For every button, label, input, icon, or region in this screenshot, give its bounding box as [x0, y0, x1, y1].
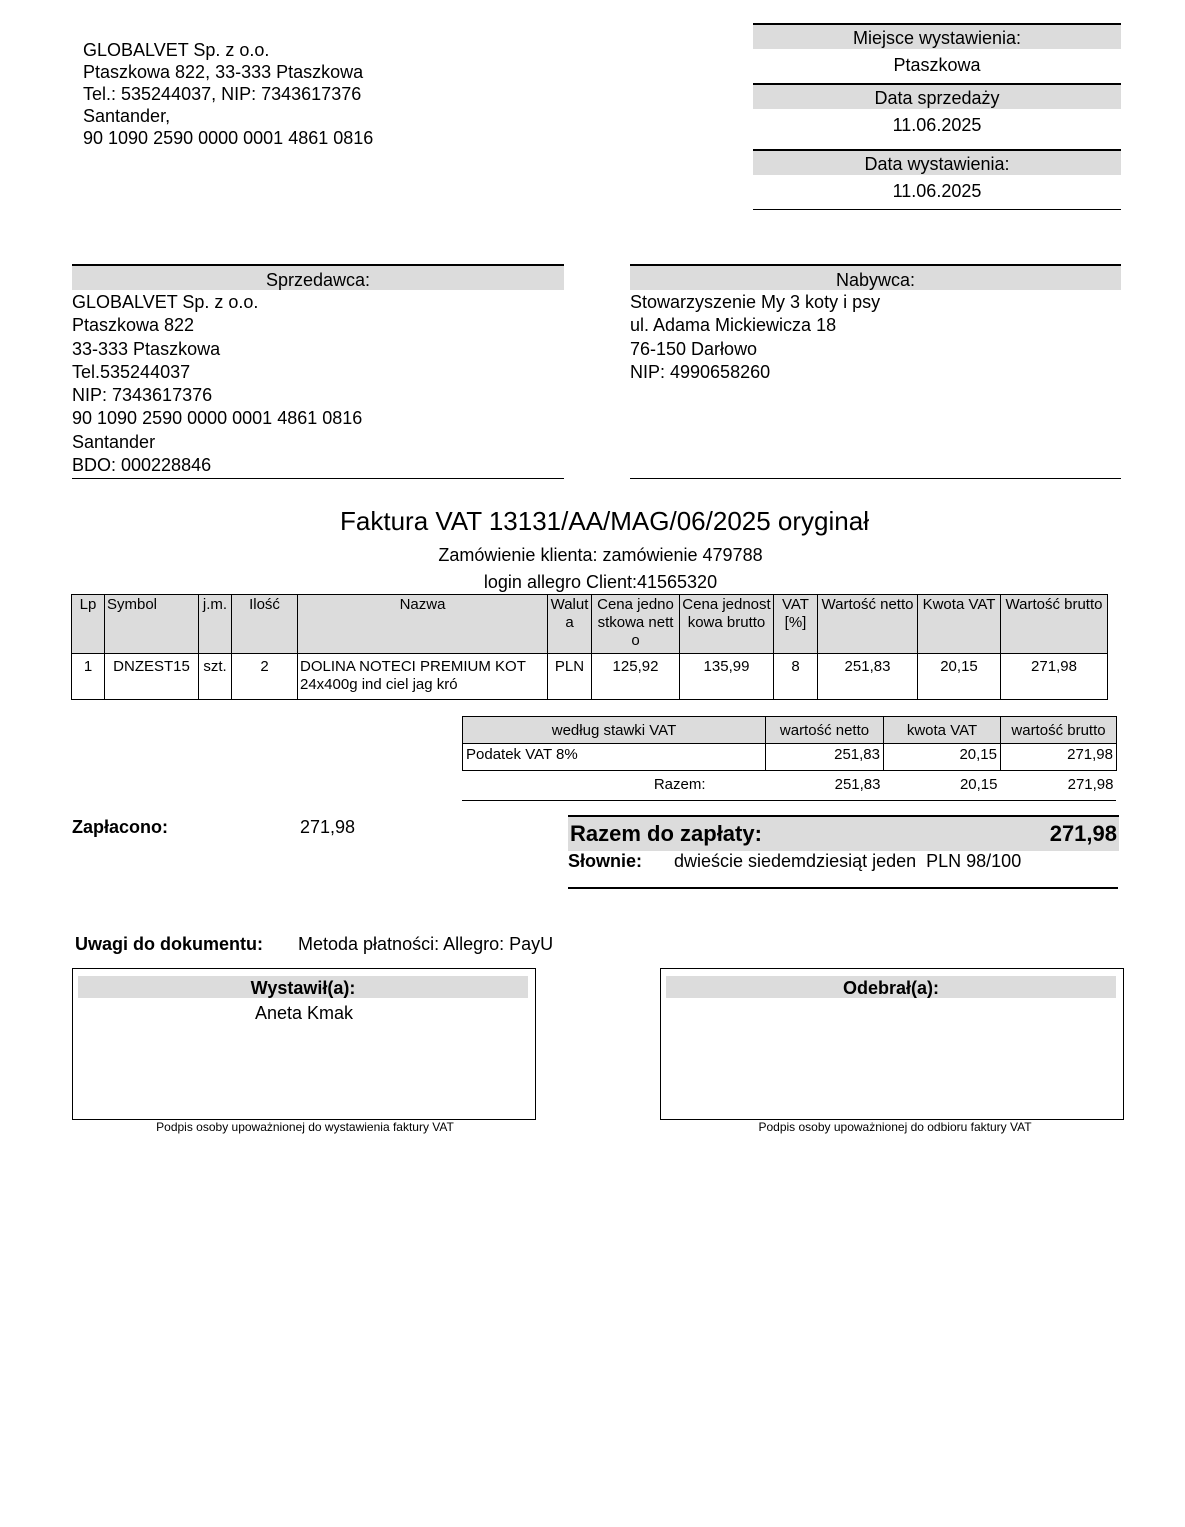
cell-unit: szt. [199, 654, 232, 700]
place-value: Ptaszkowa [893, 55, 981, 75]
seller-line: NIP: 7343617376 [72, 385, 213, 406]
seller-line: Santander [72, 431, 156, 452]
received-by-note: Podpis osoby upoważnionej do odbioru faktury VAT [758, 1120, 1032, 1134]
vat-net: 251,83 [766, 744, 884, 771]
buyer-line: ul. Adama Mickiewicza 18 [630, 315, 837, 336]
vat-total-net: 251,83 [834, 775, 881, 793]
issue-date-label: Data wystawienia: [753, 149, 1121, 175]
to-pay-box [568, 815, 1119, 851]
buyer-line: 76-150 Darłowo [630, 338, 758, 359]
vat-summary-table [462, 716, 1117, 797]
cell-currency: PLN [548, 654, 592, 700]
to-pay-bottom-rule [568, 887, 1118, 889]
seller-line: GLOBALVET Sp. z o.o. [72, 292, 259, 312]
seller-line: 33-333 Ptaszkowa [72, 338, 221, 359]
received-by-label: Odebrał(a): [666, 976, 1116, 998]
to-pay-value: 271,98 [1049, 821, 1117, 846]
issuer-address: Ptaszkowa 822, 33-333 Ptaszkowa [83, 62, 364, 82]
vat-col-gross: wartość brutto [1001, 717, 1117, 744]
cell-name: DOLINA NOTECI PREMIUM KOT 24x400g ind ciel jag kró [298, 654, 548, 700]
vat-total-gross: 271,98 [1067, 775, 1114, 793]
seller-block [72, 264, 564, 479]
vat-header-row [463, 717, 1117, 744]
invoice-title: Faktura VAT 13131/AA/MAG/06/2025 oryginał [340, 506, 869, 536]
issued-by-name: Aneta Kmak [254, 1003, 354, 1023]
meta-block [753, 23, 1121, 210]
vat-col-net: wartość netto [766, 717, 884, 744]
col-net-value: Wartość netto [818, 595, 918, 654]
col-unit-gross: Cena jednostkowa brutto [680, 595, 774, 654]
notes-label: Uwagi do dokumentu: [75, 934, 263, 954]
meta-bottom-rule [753, 209, 1121, 210]
notes-value: Metoda płatności: Allegro: PayU [298, 934, 554, 954]
paid-label: Zapłacono: [72, 817, 169, 837]
seller-line: 90 1090 2590 0000 0001 4861 0816 [72, 408, 363, 429]
issued-by-label: Wystawił(a): [78, 976, 528, 998]
buyer-header: Nabywca: [630, 264, 1121, 290]
seller-header: Sprzedawca: [72, 264, 564, 290]
issuer-name: GLOBALVET Sp. z o.o. [83, 40, 270, 60]
sale-date-label: Data sprzedaży [753, 83, 1121, 109]
buyer-line: NIP: 4990658260 [630, 361, 771, 382]
cell-unit-net: 125,92 [592, 654, 680, 700]
vat-total-label: Razem: [653, 775, 706, 793]
col-qty: Ilość [232, 595, 298, 654]
sale-date-value: 11.06.2025 [892, 115, 982, 135]
cell-symbol: DNZEST15 [105, 654, 199, 700]
items-header-row [72, 595, 1108, 654]
words-label: Słownie: [568, 851, 643, 871]
vat-gross: 271,98 [1001, 744, 1117, 771]
table-row [72, 654, 1108, 700]
issuer-account: 90 1090 2590 0000 0001 4861 0816 [83, 128, 374, 148]
col-unit: j.m. [199, 595, 232, 654]
place-label: Miejsce wystawienia: [753, 23, 1121, 49]
col-name: Nazwa [298, 595, 548, 654]
vat-col-vat: kwota VAT [884, 717, 1001, 744]
paid-value: 271,98 [300, 817, 356, 837]
items-table [71, 594, 1108, 700]
col-unit-net: Cena jednostkowa netto [592, 595, 680, 654]
table-row [463, 744, 1117, 771]
col-symbol: Symbol [105, 595, 199, 654]
cell-qty: 2 [232, 654, 298, 700]
buyer-block [630, 264, 1121, 479]
order-line: Zamówienie klienta: zamówienie 479788 [438, 545, 763, 565]
vat-total-vat: 20,15 [959, 775, 998, 793]
seller-line: Tel.535244037 [72, 361, 191, 382]
seller-line: BDO: 000228846 [72, 455, 212, 476]
cell-gross-value: 271,98 [1001, 654, 1108, 700]
buyer-line: Stowarzyszenie My 3 koty i psy [630, 292, 881, 312]
buyer-bottom-rule [630, 478, 1121, 479]
issued-by-box [72, 968, 536, 1120]
cell-unit-gross: 135,99 [680, 654, 774, 700]
cell-lp: 1 [72, 654, 105, 700]
col-vat-amount: Kwota VAT [918, 595, 1001, 654]
to-pay-label: Razem do zapłaty: [570, 821, 762, 846]
col-lp: Lp [72, 595, 105, 654]
issuer-bank: Santander, [83, 106, 171, 126]
seller-bottom-rule [72, 478, 564, 479]
issue-date-value: 11.06.2025 [892, 181, 982, 201]
words-value: dwieście siedemdziesiąt jeden PLN 98/100 [674, 851, 1022, 871]
received-by-box [660, 968, 1124, 1120]
issuer-block [83, 39, 373, 149]
issuer-contact: Tel.: 535244037, NIP: 7343617376 [83, 84, 362, 104]
cell-vat-rate: 8 [774, 654, 818, 700]
col-vat-rate: VAT [%] [774, 595, 818, 654]
vat-col-rate: według stawki VAT [463, 717, 766, 744]
vat-bottom-rule [462, 800, 1116, 801]
login-line: login allegro Client:41565320 [483, 572, 718, 592]
vat-total-row [463, 771, 1117, 798]
col-currency: Waluta [548, 595, 592, 654]
col-gross-value: Wartość brutto [1001, 595, 1108, 654]
seller-line: Ptaszkowa 822 [72, 315, 195, 336]
vat-amount: 20,15 [884, 744, 1001, 771]
cell-vat-amount: 20,15 [918, 654, 1001, 700]
vat-rate-label: Podatek VAT 8% [463, 744, 766, 771]
issued-by-note: Podpis osoby upoważnionej do wystawienia faktury VAT [156, 1120, 454, 1134]
cell-net-value: 251,83 [818, 654, 918, 700]
